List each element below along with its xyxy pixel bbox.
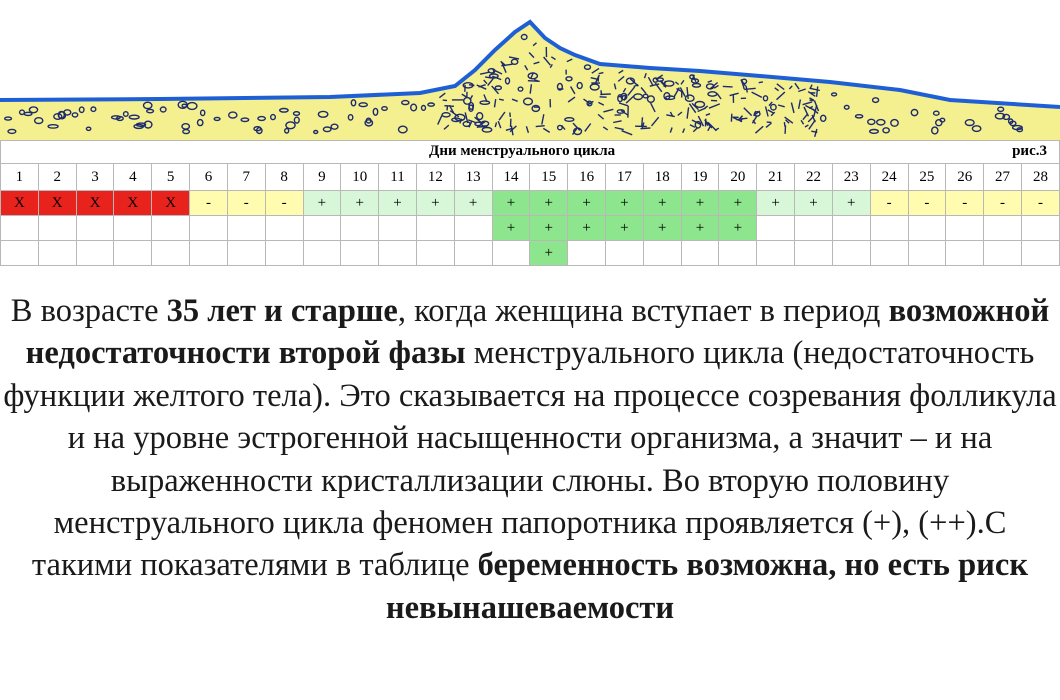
day-cell: 14	[492, 164, 530, 191]
crystal-fern-stroke	[528, 81, 540, 82]
result-cell: +	[606, 191, 644, 216]
day-cell: 4	[114, 164, 152, 191]
result-cell: +	[454, 191, 492, 216]
crystal-fern-stroke	[444, 106, 454, 107]
result-cell: +	[303, 191, 341, 216]
result-cell: +	[719, 191, 757, 216]
result-cell	[38, 241, 76, 266]
result-cell	[76, 241, 114, 266]
result-cell	[908, 216, 946, 241]
result-row	[1, 191, 1060, 216]
result-cell	[832, 216, 870, 241]
day-cell: 27	[984, 164, 1022, 191]
saliva-crystal-illustration	[0, 0, 1060, 140]
result-cell	[643, 241, 681, 266]
day-cell: 3	[76, 164, 114, 191]
result-cell: +	[530, 216, 568, 241]
day-cell: 19	[681, 164, 719, 191]
description-bold: беременность возможна, но есть риск невынашеваемости	[385, 547, 1029, 626]
result-cell	[265, 241, 303, 266]
day-cell: 15	[530, 164, 568, 191]
day-cell: 22	[795, 164, 833, 191]
result-cell	[1, 216, 39, 241]
result-cell	[190, 216, 228, 241]
result-cell	[870, 216, 908, 241]
result-cell	[152, 216, 190, 241]
table-title: Дни менструального цикла	[429, 143, 616, 159]
day-cell: 20	[719, 164, 757, 191]
result-cell: +	[530, 241, 568, 266]
result-cell	[757, 241, 795, 266]
result-cell: -	[908, 191, 946, 216]
result-cell	[946, 241, 984, 266]
day-cell: 23	[832, 164, 870, 191]
result-cell	[946, 216, 984, 241]
day-cell: 12	[416, 164, 454, 191]
result-cell	[114, 241, 152, 266]
day-cell: 7	[227, 164, 265, 191]
result-cell: +	[757, 191, 795, 216]
crystal-fern-stroke	[723, 86, 733, 87]
result-cell	[114, 216, 152, 241]
result-cell: +	[643, 191, 681, 216]
table-title-row	[1, 141, 1060, 164]
result-cell: +	[530, 191, 568, 216]
crystal-fern-stroke	[536, 126, 545, 127]
day-cell: 25	[908, 164, 946, 191]
description-bold: 35 лет и старше	[166, 293, 398, 329]
result-cell: +	[832, 191, 870, 216]
crystal-fern-stroke	[443, 100, 447, 101]
day-cell: 26	[946, 164, 984, 191]
result-cell	[416, 216, 454, 241]
day-cell: 5	[152, 164, 190, 191]
result-cell	[379, 241, 417, 266]
result-cell: +	[795, 191, 833, 216]
result-cell	[454, 216, 492, 241]
day-cell: 2	[38, 164, 76, 191]
result-cell	[76, 216, 114, 241]
day-number-row	[1, 164, 1060, 191]
result-cell	[1021, 216, 1059, 241]
result-cell	[832, 241, 870, 266]
result-cell: X	[76, 191, 114, 216]
figure-label: рис.3	[1012, 143, 1047, 159]
result-cell	[303, 216, 341, 241]
result-cell: -	[946, 191, 984, 216]
crystal-fern-stroke	[759, 82, 763, 83]
day-cell: 16	[568, 164, 606, 191]
result-cell	[984, 241, 1022, 266]
description-bold: возможной недостаточности второй фазы	[25, 293, 1050, 372]
result-row	[1, 216, 1060, 241]
day-cell: 10	[341, 164, 379, 191]
result-cell: +	[719, 216, 757, 241]
result-cell	[379, 216, 417, 241]
result-cell	[795, 216, 833, 241]
description-part: менструального цикла (недостаточность функции желтого тела). Это сказывается на процессе созревания фолликула и на уровне эстрогенной насыщенности организма, а значит – и на выраженности кристаллизации слюны. Во вторую половину менструального цикла феномен папоротника проявляется (+), (++).С такими показателями в таблице	[3, 335, 1057, 584]
crystal-fern-stroke	[469, 85, 474, 86]
day-cell: 8	[265, 164, 303, 191]
result-cell: +	[681, 191, 719, 216]
result-cell	[265, 216, 303, 241]
crystal-fern-stroke	[810, 100, 814, 101]
result-cell: +	[379, 191, 417, 216]
day-cell: 18	[643, 164, 681, 191]
result-cell: -	[190, 191, 228, 216]
result-cell	[152, 241, 190, 266]
result-cell	[1, 241, 39, 266]
result-cell	[1021, 241, 1059, 266]
table-title-cell	[1, 141, 1060, 164]
result-row	[1, 241, 1060, 266]
result-cell: +	[681, 216, 719, 241]
description-text	[0, 290, 1060, 629]
result-cell: +	[492, 191, 530, 216]
result-cell	[719, 241, 757, 266]
result-cell: X	[1, 191, 39, 216]
result-cell: +	[416, 191, 454, 216]
result-cell	[870, 241, 908, 266]
result-cell	[757, 216, 795, 241]
result-cell	[681, 241, 719, 266]
day-cell: 13	[454, 164, 492, 191]
result-cell: -	[1021, 191, 1059, 216]
crystal-fern-stroke	[478, 127, 488, 128]
result-cell: X	[152, 191, 190, 216]
result-cell: +	[643, 216, 681, 241]
result-cell: +	[568, 191, 606, 216]
day-cell: 17	[606, 164, 644, 191]
result-cell: +	[492, 216, 530, 241]
result-cell	[303, 241, 341, 266]
result-cell	[227, 241, 265, 266]
result-cell: X	[114, 191, 152, 216]
result-cell	[341, 241, 379, 266]
result-cell	[492, 241, 530, 266]
crystal-fern-stroke	[510, 113, 511, 117]
day-cell: 6	[190, 164, 228, 191]
result-cell	[984, 216, 1022, 241]
crystal-fern-stroke	[499, 99, 504, 100]
result-cell	[908, 241, 946, 266]
day-cell: 28	[1021, 164, 1059, 191]
day-cell: 1	[1, 164, 39, 191]
crystal-fern-stroke	[642, 117, 643, 126]
result-cell: -	[227, 191, 265, 216]
description-part: , когда женщина вступает в период	[397, 293, 889, 329]
result-cell	[568, 241, 606, 266]
result-cell	[341, 216, 379, 241]
day-cell: 21	[757, 164, 795, 191]
result-cell: +	[341, 191, 379, 216]
result-cell	[38, 216, 76, 241]
day-cell: 9	[303, 164, 341, 191]
result-cell	[454, 241, 492, 266]
crystal-fern-stroke	[641, 128, 651, 129]
result-cell: -	[265, 191, 303, 216]
menstrual-cycle-table	[0, 140, 1060, 266]
description-part: В возрасте	[10, 293, 167, 329]
result-cell	[416, 241, 454, 266]
day-cell: 24	[870, 164, 908, 191]
result-cell: +	[606, 216, 644, 241]
result-cell: X	[38, 191, 76, 216]
result-cell: +	[568, 216, 606, 241]
result-cell	[190, 241, 228, 266]
result-cell: -	[870, 191, 908, 216]
result-cell	[795, 241, 833, 266]
result-cell	[606, 241, 644, 266]
result-cell	[227, 216, 265, 241]
result-cell: -	[984, 191, 1022, 216]
day-cell: 11	[379, 164, 417, 191]
